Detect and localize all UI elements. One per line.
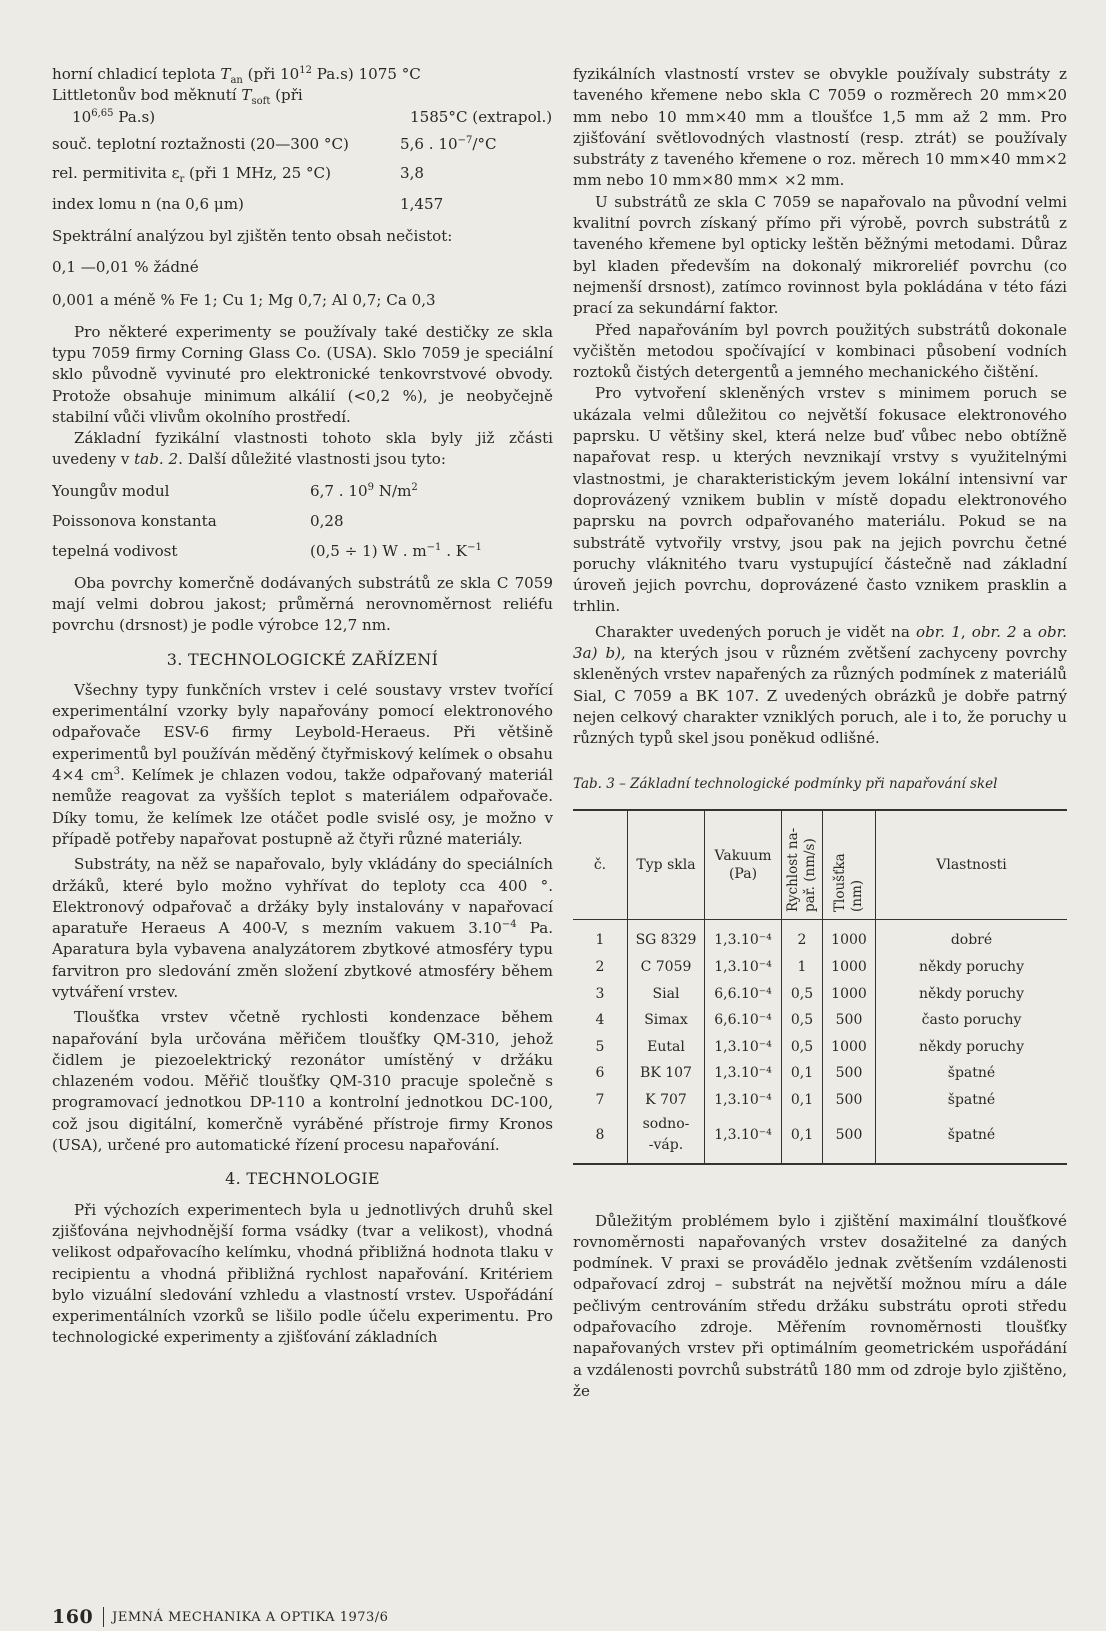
- cell-rate: 0,5: [782, 1008, 823, 1035]
- cell-number: 2: [595, 959, 605, 976]
- table-row: [573, 1061, 1067, 1088]
- prop-upper-annealing: horní chladicí teplota $T_{an}$ (při $10^{12}$ Pa.s) 1075 °C: [52, 64, 421, 87]
- cell-vacuum: 1,3.10⁻⁴: [705, 1114, 782, 1164]
- left-column: [52, 64, 553, 1349]
- table-body: [573, 919, 1067, 1163]
- cell-thickness: 500: [823, 1114, 876, 1164]
- spectral-analysis: Spektrální analýzou byl zjištěn tento obsah nečistot:: [52, 226, 453, 245]
- footer-divider: [103, 1607, 104, 1627]
- cell-properties: dobré: [876, 919, 1068, 954]
- paragraph-substrate-sizes: fyzikálních vlastností vrstev se obvykle používaly substráty z taveného křemene nebo skla C 7059 o rozměrech 20 mm×20 mm nebo 10 mm×40 mm a tloušťce 1,5 mm až 2 mm. Pro zjišťování světlovodných vlastností (resp. ztrát) se používaly substráty z taveného křemene o roz. měrech 10 mm×40 mm×2 mm nebo 10 mm×80 mm× ×2 mm.: [573, 65, 1067, 190]
- cell-number: 5: [595, 1038, 605, 1055]
- cell-glass: SG 8329: [628, 919, 705, 954]
- cell-vacuum: 6,6.10⁻⁴: [705, 1008, 782, 1035]
- paragraph-surfaces: Oba povrchy komerčně dodávaných substrátů ze skla C 7059 mají velmi dobrou jakost; průměrná nerovnoměrnost reliéfu povrchu (drsnost) je podle výrobce 12,7 nm.: [52, 573, 553, 635]
- cell-glass: C 7059: [628, 954, 705, 981]
- paragraph-surface-quality: U substrátů ze skla C 7059 se napařovalo na původní velmi kvalitní povrch získaný přímo při výrobě, povrch substrátů z taveného křemene byl opticky leštěn běžnými metodami. Důraz byl kladen především na dokonalý mikroreliéf povrchu (co nejmenší drsnost), zatímco rovinnost byla pokládána v této fázi prací za sekundární faktor.: [573, 192, 1067, 318]
- cell-thickness: 1000: [823, 919, 876, 954]
- table-row: [573, 981, 1067, 1008]
- cell-thickness: 500: [823, 1087, 876, 1114]
- cell-glass: sodno- -váp.: [628, 1114, 705, 1164]
- heading-technology: 4. TECHNOLOGIE: [225, 1169, 380, 1189]
- header-thickness: Tloušťka (nm): [832, 853, 865, 913]
- impurity-line-1: 0,1 —0,01 % žádné: [52, 258, 199, 277]
- table-caption: Tab. 3 – Základní technologické podmínky při napařování skel: [573, 775, 998, 792]
- header-properties: Vlastnosti: [876, 810, 1068, 920]
- table-row: [573, 1034, 1067, 1061]
- cell-rate: 0,1: [782, 1114, 823, 1164]
- paragraph-figures: Charakter uvedených poruch je vidět na obr. 1, obr. 2 a obr. 3a) b), na kterých jsou v různém zvětšení zachyceny povrchy skleněných vrstev napařených za různých podmínek z materiálů Sial, C 7059 a BK 107. Z uvedených obrázků je dobře patrný nejen celkový charakter vzniklých poruch, ale i to, že poruchy u různých typů skel jsou poněkud odlišné.: [573, 622, 1067, 748]
- header-vacuum: Vakuum (Pa): [705, 810, 782, 920]
- cell-glass: Eutal: [628, 1034, 705, 1061]
- table-row: [573, 919, 1067, 954]
- cell-thickness: 1000: [823, 1034, 876, 1061]
- cell-glass: Sial: [628, 981, 705, 1008]
- cell-number: 7: [595, 1092, 605, 1108]
- cell-properties: špatné: [876, 1061, 1068, 1088]
- cell-vacuum: 6,6.10⁻⁴: [705, 981, 782, 1008]
- prop-poisson: Poissonova konstanta 0,28: [52, 512, 344, 531]
- paragraph-properties: Základní fyzikální vlastnosti tohoto skla byly již zčásti uvedeny v tab. 2. Další důležité vlastnosti jsou tyto:: [52, 429, 553, 469]
- cell-rate: 2: [782, 919, 823, 954]
- journal-name: JEMNÁ MECHANIKA A OPTIKA 1973/6: [112, 1609, 389, 1625]
- cell-properties: často poruchy: [876, 1008, 1068, 1035]
- conditions-table: [573, 809, 1067, 1165]
- cell-number: 6: [595, 1065, 605, 1082]
- cell-number: 4: [595, 1012, 605, 1029]
- paragraph-thickness: Tloušťka vrstev včetně rychlosti kondenzace během napařování byla určována měřičem tloušťky QM-310, jehož čidlem je piezoelektrický rezonátor umístěný v držáku chlazeném vodou. Měřič tloušťky QM-310 pracuje společně s programovací jednotkou DP-110 a kontrolní jednotkou DC-100, což jsou digitální, komerčně vyráběné přístroje firmy Kronos (USA), určené pro automatické řízení procesu napařování.: [52, 1008, 553, 1155]
- cell-vacuum: 1,3.10⁻⁴: [705, 1034, 782, 1061]
- cell-vacuum: 1,3.10⁻⁴: [705, 1061, 782, 1088]
- cell-thickness: 1000: [823, 954, 876, 981]
- paragraph-substrates: Substráty, na něž se napařovalo, byly vkládány do speciálních držáků, které bylo možno vyhřívat do teploty cca 400 °. Elektronový odpařovač a držáky byly instalovány v napařovací aparatuře Heraeus A 400-V, s mezním vakuem $3.10^{-4}$ Pa. Aparatura byla vybavena analyzátorem zbytkové atmosféry typu farvitron pro sledování změn složení zbytkové atmosféry během vytváření vrstev.: [52, 855, 553, 1001]
- paragraph-initial-experiments: Při výchozích experimentech byla u jednotlivých druhů skel zjišťována nejvhodnější forma vsádky (tvar a velikost), vhodná velikost odpařovacího kelímku, vhodná přibližná hodnota tlaku v recipientu a vhodná přibližná rychlost napařování. Kritériem bylo vizuální sledování vzhledu a vlastností vrstev. Uspořádání experimentálních vzorků se lišilo podle účelu experimentu. Pro technologické experimenty a zjišťování základních: [52, 1200, 553, 1347]
- paragraph-evaporator: Všechny typy funkčních vrstev i celé soustavy vrstev tvořící experimentální vzorky byly napařovány pomocí elektronového odpařovače ESV-6 firmy Leybold-Heraeus. Při většině experimentů byl používán měděný čtyřmiskový kelímek o obsahu 4×4 $cm^3$. Kelímek je chlazen vodou, takže odpařovaný materiál nemůže reagovat za vyšších teplot s materiálem odpařovače. Díky tomu, že kelímek lze otáčet podle svislé osy, je možno v případě potřeby napařovat postupně až čtyři různé materiály.: [52, 680, 554, 848]
- header-rate: Rychlost na- pař. (nm/s): [785, 828, 818, 913]
- paragraph-uniformity: Důležitým problémem bylo i zjištění maximální tloušťkové rovnoměrnosti napařovaných vrstev dosažitelné za daných podmínek. V praxi se provádělo jednak zvětšením vzdálenosti odpařovací zdroj – substrát na největší možnou míru a dále pečlivým centrováním středu držáku substrátu oproti středu odpařovacího zdroje. Měřením rovnoměrnosti tloušťky napařovaných vrstev při optimálním geometrickém uspořádání a vzdálenosti povrchů substrátů 180 mm od zdroje bylo zjištěno, že: [573, 1211, 1067, 1400]
- paragraph-corning: Pro některé experimenty se používaly také destičky ze skla typu 7059 firmy Corning Glass Co. (USA). Sklo 7059 je speciální sklo původně vyvinuté pro elektronické tenkovrstvové obvody. Protože obsahuje minimum alkálií (<0,2 %), je neobyčejně stabilní vůči vlivům okolního prostředí.: [52, 322, 553, 426]
- cell-number: 1: [595, 932, 605, 949]
- cell-vacuum: 1,3.10⁻⁴: [705, 919, 782, 954]
- prop-littleton-line2: 10$^{6,65}$ Pa.s) 1585°C (extrapol.): [52, 107, 553, 128]
- table-header-row: [573, 810, 1067, 920]
- cell-rate: 1: [782, 954, 823, 981]
- cell-rate: 0,5: [782, 1034, 823, 1061]
- header-number: č.: [573, 810, 628, 920]
- cell-properties: někdy poruchy: [876, 981, 1068, 1008]
- cell-properties: někdy poruchy: [876, 1034, 1068, 1061]
- table-row: [573, 1008, 1067, 1035]
- header-glass-type: Typ skla: [628, 810, 705, 920]
- heading-technological-equipment: 3. TECHNOLOGICKÉ ZAŘÍZENÍ: [166, 649, 439, 669]
- page-number: 160: [52, 1606, 94, 1628]
- cell-rate: 0,1: [782, 1087, 823, 1114]
- cell-thickness: 500: [823, 1008, 876, 1035]
- cell-number: 3: [595, 985, 605, 1002]
- prop-littleton: Littletonův bod měknutí $T_{soft}$ (při: [52, 86, 303, 108]
- table-row: [573, 1087, 1067, 1114]
- cell-vacuum: 1,3.10⁻⁴: [705, 954, 782, 981]
- table-row: [573, 954, 1067, 981]
- cell-number: 8: [573, 1114, 628, 1164]
- impurity-line-2: 0,001 a méně % Fe 1; Cu 1; Mg 0,7; Al 0,7; Ca 0,3: [52, 291, 436, 310]
- cell-properties: špatné: [876, 1114, 1068, 1164]
- cell-thickness: 1000: [823, 981, 876, 1008]
- prop-young: Youngův modul 6,7 . $10^9$ $N/m^2$: [52, 481, 418, 500]
- paragraph-defects: Pro vytvoření skleněných vrstev s minimem poruch se ukázala velmi důležitou co největší fokusace elektronového paprsku. U většiny skel, která nelze buď vůbec nebo obtížně napařovat resp. u kterých nevznikají vrstvy s využitelnými vlastnostmi, je charakteristickým jevem lokální intensivní var doprovázený vznikem bublin v místě dopadu elektronového paprsku na povrch odpařovaného materiálu. Pokud se na substrátě vytvořily vrstvy, jsou pak na jejich povrchu četné poruchy vláknitého tvaru vystupující částečně nad základní úroveň jejich povrchu, doprovázené často vznikem prasklin a trhlin.: [573, 384, 1067, 616]
- cell-vacuum: 1,3.10⁻⁴: [705, 1087, 782, 1114]
- littleton-value: 1585°C (extrapol.): [410, 107, 553, 126]
- table-row: [573, 1114, 1067, 1164]
- prop-expansion: souč. teplotní roztažnosti (20—300 °C) 5,6 . $10^{-7}/^\circ C$: [52, 134, 497, 153]
- cell-thickness: 500: [823, 1061, 876, 1088]
- prop-refractive-index: index lomu n (na 0,6 μm) 1,457: [52, 195, 444, 214]
- page-footer: [52, 1606, 388, 1628]
- cell-glass: Simax: [628, 1008, 705, 1035]
- cell-properties: špatné: [876, 1087, 1068, 1114]
- cell-glass: K 707: [628, 1087, 705, 1114]
- cell-rate: 0,1: [782, 1061, 823, 1088]
- prop-permittivity: rel. permitivita $\varepsilon_r$ (při 1 MHz, 25 °C) 3,8: [52, 164, 425, 186]
- right-column: [573, 64, 1067, 1402]
- cell-glass: BK 107: [628, 1061, 705, 1088]
- cell-rate: 0,5: [782, 981, 823, 1008]
- prop-conductivity: tepelná vodivost (0,5 ÷ 1) W . $m^{-1}$ . $K^{-1}$: [52, 542, 482, 561]
- paragraph-cleaning: Před napařováním byl povrch použitých substrátů dokonale vyčištěn metodou spočívající v kombinaci působení vodních roztoků čistých detergentů a jemného mechanického čištění.: [573, 320, 1067, 382]
- cell-properties: někdy poruchy: [876, 954, 1068, 981]
